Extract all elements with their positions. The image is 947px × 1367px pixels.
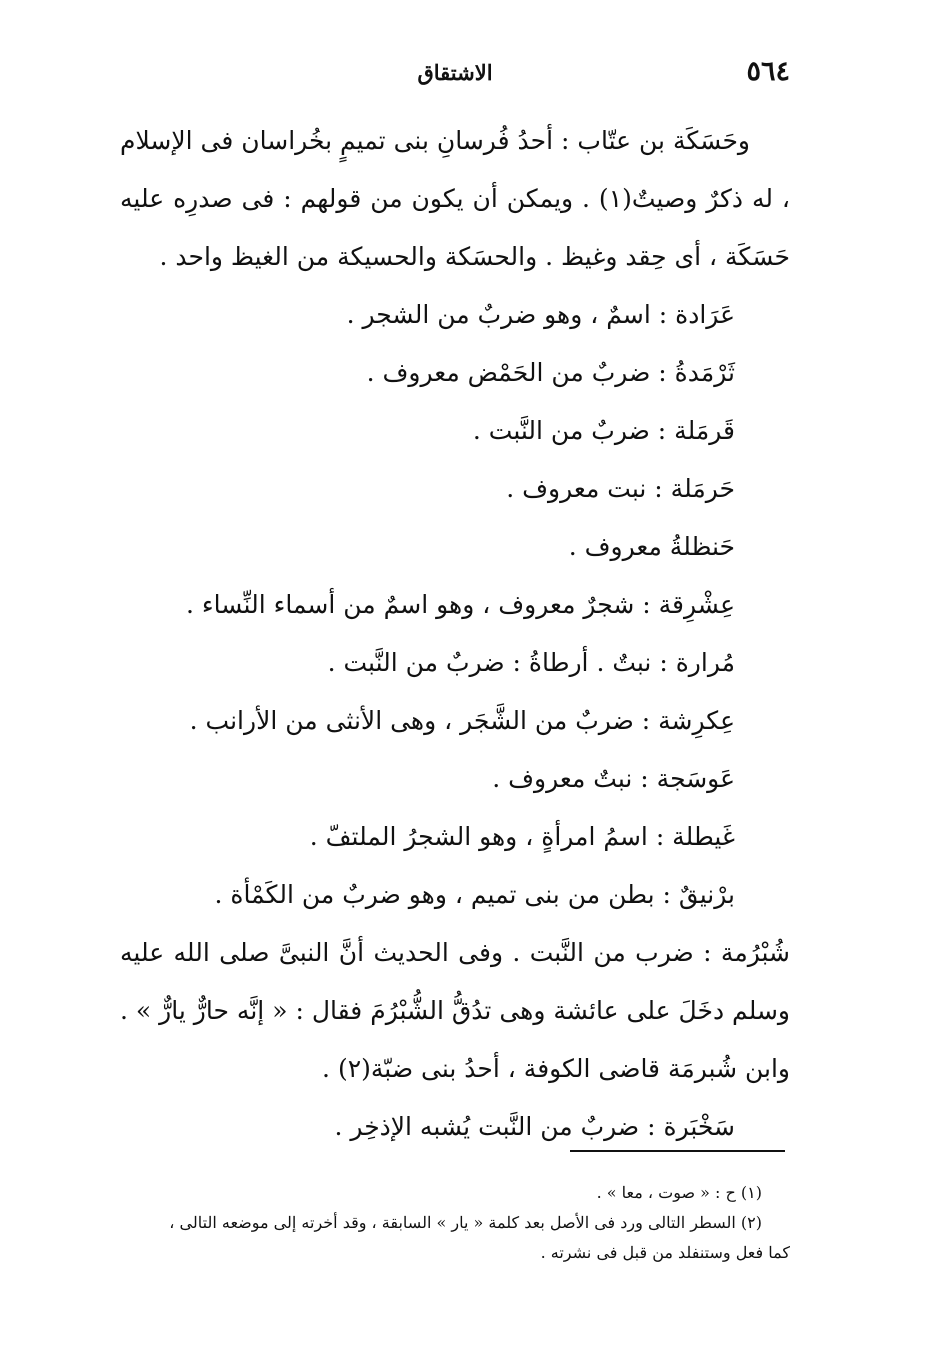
entry-arada: عَرَادة : اسمٌ ، وهو ضربٌ من الشجر .: [346, 300, 735, 329]
footnote-2-continuation: كما فعل وستنفلد من قبل فى نشرته .: [540, 1243, 790, 1262]
entry-tharmada: ثَرْمَدةُ : ضربٌ من الحَمْض معروف .: [366, 358, 735, 387]
main-text: [120, 112, 790, 1156]
entry-burniq: برْنيقٌ : بطن من بنى تميم ، وهو ضربٌ من الكَمْأة .: [214, 880, 735, 909]
entry-murara: مُرارة : نبتٌ . أرطاةُ : ضربٌ من النَّبت .: [327, 648, 735, 677]
entry-awsaja: عَوسَجة : نبتٌ معروف .: [492, 764, 735, 793]
entry-qarmala: قَرمَلة : ضربٌ من النَّبت .: [472, 416, 735, 445]
page-header: [120, 56, 790, 96]
entry-hanzala: حَنظلةُ معروف .: [568, 532, 735, 561]
footnote-2: (٢) السطر التالى ورد فى الأصل بعد كلمة « يار » السابقة ، وقد أخرته إلى موضعه التالى ،: [169, 1213, 762, 1232]
entry-ishriqa: عِشْرِقة : شجرٌ معروف ، وهو اسمٌ من أسماء النِّساء .: [185, 590, 735, 619]
running-title: الاشتقاق: [417, 60, 493, 85]
page-number: ٥٦٤: [746, 56, 790, 87]
footnotes: [120, 1178, 790, 1268]
footnote-divider: [570, 1150, 785, 1152]
paragraph-shubruma: شُبْرُمة : ضرب من النَّبت . وفى الحديث أنَّ النبىَّ صلى الله عليه وسلم دخَلَ على عائشة وهى تدُقُّ الشُّبْرُمَ فقال : « إنَّه حارٌّ يارٌّ » . وابن شُبرمَة قاضى الكوفة ، أحدُ بنى ضبّة(٢) .: [120, 938, 790, 1083]
entry-ikrisha: عِكرِشة : ضربٌ من الشَّجَر ، وهى الأنثى من الأرانب .: [189, 706, 735, 735]
entry-ghaytala: غَيطلة : اسمُ امرأةٍ ، وهو الشجرُ الملتفّ .: [309, 822, 735, 851]
entry-harmala: حَرمَلة : نبت معروف .: [506, 474, 735, 503]
paragraph-hasaka: وحَسَكَة بن عتّاب : أحدُ فُرسانِ بنى تميمٍ بخُراسان فى الإسلام ، له ذكرٌ وصيتٌ(١) . ويمكن أن يكون من قولهم : فى صدرِه عليه حَسَكَة ، أى حِقد وغيظ . والحسَكة والحسيكة من الغيظ واحد .: [120, 126, 791, 271]
entry-sakhbara: سَخْبَرة : ضربٌ من النَّبت يُشبه الإذخِر .: [334, 1112, 735, 1141]
footnote-1: (١) ح : « صوت ، معا » .: [596, 1183, 762, 1202]
